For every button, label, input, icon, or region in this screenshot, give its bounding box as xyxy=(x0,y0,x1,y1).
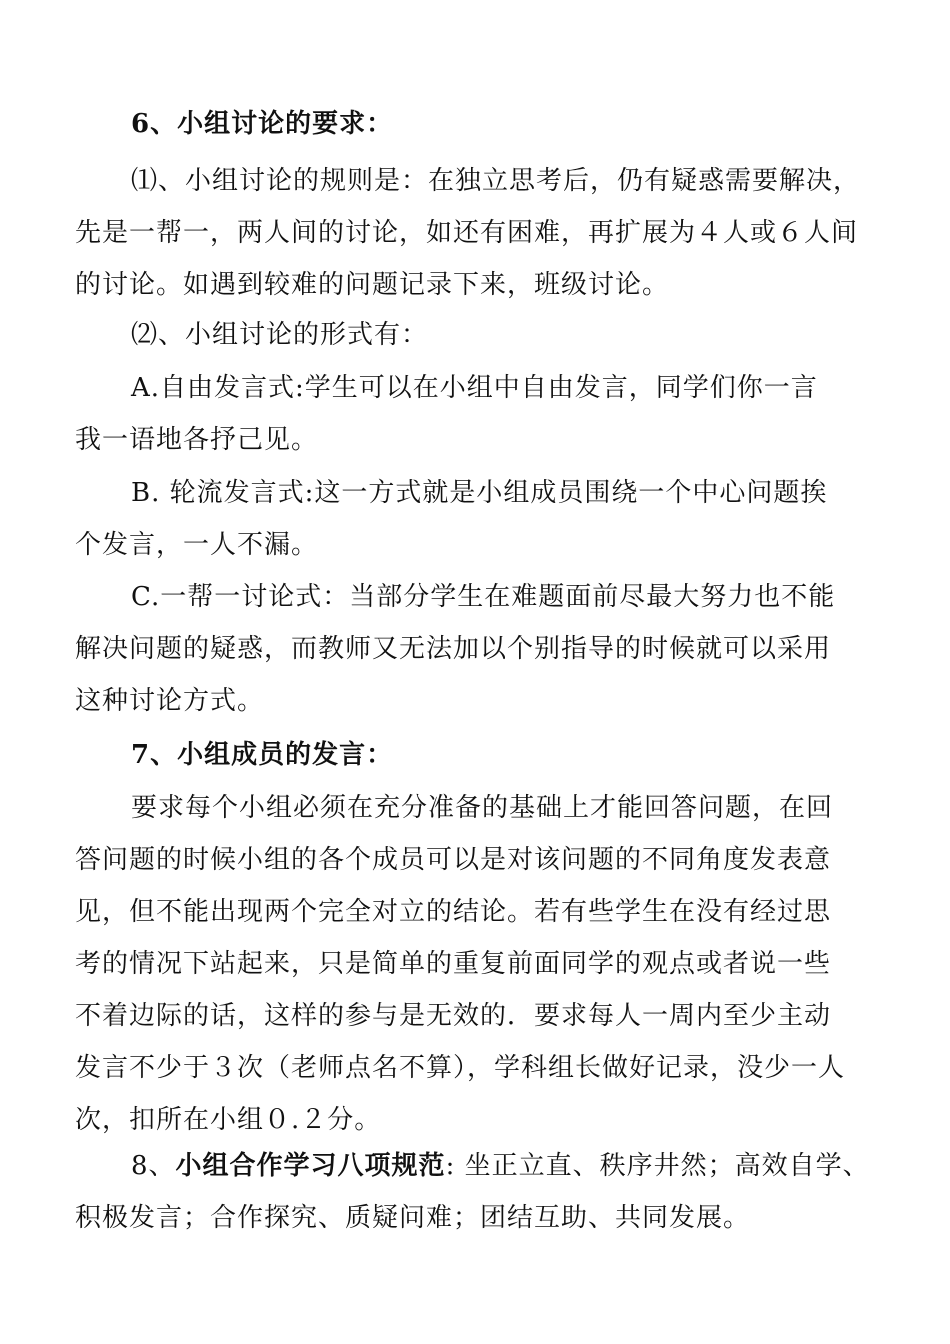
section-8-text-second: 积极发言；合作探究、质疑问难；团结互助、共同发展。 xyxy=(75,1203,751,1233)
text-line: 先是一帮一，两人间的讨论，如还有困难，再扩展为４人或６人间 xyxy=(75,218,859,248)
text-line: 这种讨论方式。 xyxy=(75,686,265,716)
text-line: A.自由发言式:学生可以在小组中自由发言，同学们你一言 xyxy=(131,373,818,403)
text-line xyxy=(75,1140,883,1192)
text-line: 我一语地各抒己见。 xyxy=(75,425,319,455)
section-8-paragraph xyxy=(75,1140,883,1244)
text-line: 次，扣所在小组０.２分。 xyxy=(75,1105,382,1135)
section-6-heading-text: 6、小组讨论的要求： xyxy=(131,109,394,139)
section-6-paragraph-rules xyxy=(75,155,883,311)
text-line: ⑵、小组讨论的形式有： xyxy=(131,320,429,350)
text-line: 见，但不能出现两个完全对立的结论。若有些学生在没有经过思 xyxy=(75,897,832,927)
text-line: C.一帮一讨论式：当部分学生在难题面前尽最大努力也不能 xyxy=(131,582,836,612)
section-8-number: 8、 xyxy=(131,1151,176,1181)
section-8-text-first: : 坐正立直、秩序井然；高效自学、 xyxy=(445,1151,870,1181)
text-line: 答问题的时候小组的各个成员可以是对该问题的不同角度发表意 xyxy=(75,845,832,875)
section-6-paragraph-forms xyxy=(75,309,883,361)
text-line: ⑴、小组讨论的规则是：在独立思考后，仍有疑惑需要解决， xyxy=(131,166,861,196)
section-7-paragraph xyxy=(75,782,883,1146)
text-line: 要求每个小组必须在充分准备的基础上才能回答问题，在回 xyxy=(131,793,834,823)
form-b-paragraph xyxy=(75,467,883,571)
text-line: B. 轮流发言式:这一方式就是小组成员围绕一个中心问题挨 xyxy=(131,478,828,508)
form-a-paragraph xyxy=(75,362,883,466)
text-line: 考的情况下站起来，只是简单的重复前面同学的观点或者说一些 xyxy=(75,949,832,979)
text-line: 解决问题的疑惑，而教师又无法加以个别指导的时候就可以采用 xyxy=(75,634,832,664)
section-6-heading xyxy=(75,98,883,150)
text-line: 不着边际的话，这样的参与是无效的．要求每人一周内至少主动 xyxy=(75,1001,832,1031)
section-8-heading: 小组合作学习八项规范 xyxy=(175,1151,446,1181)
section-7-heading xyxy=(75,729,883,781)
section-7-heading-text: 7、小组成员的发言： xyxy=(131,740,394,770)
text-line: 的讨论。如遇到较难的问题记录下来，班级讨论。 xyxy=(75,270,670,300)
text-line: 个发言，一人不漏。 xyxy=(75,530,319,560)
text-line: 发言不少于３次（老师点名不算），学科组长做好记录，没少一人 xyxy=(75,1053,846,1083)
form-c-paragraph xyxy=(75,571,883,727)
